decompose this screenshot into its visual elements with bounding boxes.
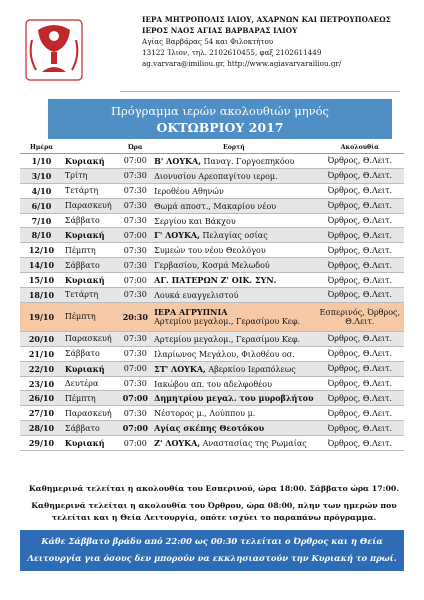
row-day: Πέμπτη [63,391,119,406]
row-event [152,273,315,288]
row-date: 6/10 [20,198,63,213]
table-row [20,183,404,198]
row-time: 07:30 [119,406,153,421]
title-month: ΟΚΤΩΒΡΙΟΥ 2017 [156,120,284,135]
event-title: Διονυσίου Αρεοπαγίτου ιερομ. [154,171,278,181]
row-date: 14/10 [20,258,63,273]
event-title: Αβερκίου Ιεραπόλεως [205,364,296,374]
event-title-bold: Β' ΛΟΥΚΑ, [154,155,201,166]
row-service: Όρθρος, Θ.Λειτ. [316,331,404,346]
table-row [20,154,404,169]
row-time: 07:30 [119,168,153,183]
row-date: 19/10 [20,302,63,331]
row-event [152,168,315,183]
row-time: 07:30 [119,258,153,273]
col-date: Ημέρα [20,142,63,154]
table-row [20,198,404,213]
row-event [152,406,315,421]
vespers-note: Καθημερινά τελείται η ακολουθία του Εσπερινού, ώρα 18:00. Σάββατο ώρα 17:00. [28,484,400,493]
row-event [152,376,315,391]
event-title: Αρτεμίου μεγαλομ., Γερασίμου Κεφ. [154,334,301,344]
table-row [20,288,404,303]
row-day: Κυριακή [63,361,119,376]
table-header-row [20,142,404,154]
matins-note: Καθημερινά τελείται η ακολουθία του Όρθρου, ώρα 08:00, πλην των ημερών που τελείται και η Θεία Λειτουργία, οπότε ισχύει το παραπάνω πρόγραμμα. [31,501,397,522]
row-service: Όρθρος, Θ.Λειτ. [316,376,404,391]
event-title-bold: ΣΤ' ΛΟΥΚΑ, [154,363,206,374]
event-title-bold: Δημητρίου μεγαλ. του μυροβλήτου [154,393,314,404]
row-day: Σάββατο [63,421,119,436]
event-title-bold: Αγίας σκέπης Θεοτόκου [154,423,265,434]
row-service: Όρθρος, Θ.Λειτ. [316,168,404,183]
row-service: Όρθρος, Θ.Λειτ. [316,258,404,273]
row-date: 15/10 [20,273,63,288]
table-row [20,376,404,391]
row-service: Όρθρος, Θ.Λειτ. [316,154,404,169]
chalice-logo-icon [24,16,84,82]
row-event [152,154,315,169]
event-title: Αναστασίας της Ρωμαίας [200,439,307,449]
row-service: Όρθρος, Θ.Λειτ. [316,273,404,288]
row-day: Κυριακή [63,436,119,451]
row-time: 07:30 [119,376,153,391]
event-title: Ιεροθέου Αθηνών [154,186,224,196]
row-day: Σάββατο [63,213,119,228]
row-service: Όρθρος, Θ.Λειτ. [316,213,404,228]
row-day: Πέμπτη [63,243,119,258]
row-service: Όρθρος, Θ.Λειτ. [316,346,404,361]
row-day: Σάββατο [63,346,119,361]
web-line: ag.varvara@imiliou.gr, http://www.agiavarvarailiou.gr/ [142,59,342,68]
table-row [20,228,404,243]
row-service: Όρθρος, Θ.Λειτ. [316,421,404,436]
row-date: 4/10 [20,183,63,198]
row-date: 1/10 [20,154,63,169]
row-time: 07:30 [119,213,153,228]
col-event: Εορτή [152,142,315,154]
row-date: 3/10 [20,168,63,183]
schedule-table [20,142,404,451]
table-row [20,258,404,273]
row-date: 28/10 [20,421,63,436]
row-event [152,421,315,436]
table-row [20,168,404,183]
row-event [152,258,315,273]
event-title-bold: Γ' ΛΟΥΚΑ, [154,230,200,241]
row-service: Όρθρος, Θ.Λειτ. [316,436,404,451]
row-service: Όρθρος, Θ.Λειτ. [316,183,404,198]
row-day: Δευτέρα [63,376,119,391]
row-date: 27/10 [20,406,63,421]
row-time: 07:00 [119,273,153,288]
table-row [20,331,404,346]
table-row [20,302,404,331]
row-date: 21/10 [20,346,63,361]
row-date: 8/10 [20,228,63,243]
row-service: Όρθρος, Θ.Λειτ. [316,198,404,213]
header [22,14,412,84]
row-day: Παρασκευή [63,198,119,213]
row-event [152,436,315,451]
table-row [20,346,404,361]
row-event [152,391,315,406]
event-title: Λουκά ευαγγελιστού [154,290,239,300]
row-time: 07:30 [119,243,153,258]
row-day: Παρασκευή [63,331,119,346]
church-name: ΙΕΡΟΣ ΝΑΟΣ ΑΓΙΑΣ ΒΑΡΒΑΡΑΣ ΙΛΙΟΥ [142,26,298,35]
col-day [63,142,119,154]
parish-info [142,14,422,69]
table-row [20,391,404,406]
row-event [152,331,315,346]
row-date: 22/10 [20,361,63,376]
event-title-bold: Ζ' ΛΟΥΚΑ, [154,438,201,449]
table-row [20,421,404,436]
row-time: 07:30 [119,346,153,361]
row-time: 07:30 [119,331,153,346]
row-day: Πέμπτη [63,302,119,331]
row-service: Όρθρος, Θ.Λειτ. [316,406,404,421]
event-title: Ιακώβου απ. του αδελφοθέου [154,379,272,389]
row-event [152,213,315,228]
address-line: Αγίας Βαρβάρας 54 και Φιλοκτήτου [142,37,274,46]
row-time: 07:30 [119,288,153,303]
row-service: Όρθρος, Θ.Λειτ. [316,228,404,243]
row-date: 20/10 [20,331,63,346]
row-time: 07:30 [119,198,153,213]
table-row [20,406,404,421]
schedule-title [48,99,392,139]
row-time: 20:30 [119,302,153,331]
row-time: 07:00 [119,361,153,376]
event-title: Συμεών του νέου Θεολόγου [154,246,266,256]
row-event [152,302,315,331]
title-line-1: Πρόγραμμα ιερών ακολουθιών μηνός [111,104,329,118]
row-time: 07:00 [119,228,153,243]
row-date: 7/10 [20,213,63,228]
row-event [152,183,315,198]
phone-line: 13122 Ίλιον, τηλ. 2102610455, φαξ 2102611449 [142,48,322,57]
row-service: Όρθρος, Θ.Λειτ. [316,361,404,376]
row-event [152,243,315,258]
row-event [152,228,315,243]
event-title: Αρτεμίου μεγαλομ., Γερασίμου Κεφ. [154,317,301,327]
event-title: Γερβασίου, Κοσμά Μελωδού [154,261,270,271]
event-title: Ιλαρίωνος Μεγάλου, Φιλοθέου οσ. [154,349,295,359]
event-title: Θωμά αποστ., Μακαρίου νέου [154,201,277,211]
row-date: 23/10 [20,376,63,391]
col-service: Ακολουθία [316,142,404,154]
table-row [20,361,404,376]
event-title-bold: ΙΕΡΑ ΑΓΡΥΠΝΙΑ [154,307,228,318]
row-date: 26/10 [20,391,63,406]
row-time: 07:30 [119,183,153,198]
row-day: Τετάρτη [63,183,119,198]
row-time: 07:00 [119,421,153,436]
row-day: Κυριακή [63,273,119,288]
event-title: Παναγ. Γοργοεπηκόου [200,156,295,166]
row-service: Όρθρος, Θ.Λειτ. [316,243,404,258]
event-title: Σεργίου και Βάκχου [154,216,236,226]
row-event [152,288,315,303]
row-day: Παρασκευή [63,406,119,421]
event-title: Νέστορος μ., Λούππου μ. [154,409,256,419]
row-day: Κυριακή [63,228,119,243]
row-service: Όρθρος, Θ.Λειτ. [316,288,404,303]
row-date: 18/10 [20,288,63,303]
row-time: 07:00 [119,436,153,451]
event-title-bold: ΑΓ. ΠΑΤΕΡΩΝ Ζ' ΟΙΚ. ΣΥΝ. [154,275,277,286]
row-time: 07:00 [119,154,153,169]
event-title: Πελαγίας οσίας [199,231,268,241]
row-date: 12/10 [20,243,63,258]
saturday-vigil-note: Κάθε Σάββατο βράδυ από 22:00 ως 00:30 τελείται ο Όρθρος και η Θεία Λειτουργία για όσους δεν μπορούν να εκκλησιαστούν την Κυριακή το πρωί. [20,530,404,571]
row-event [152,361,315,376]
row-time: 07:00 [119,391,153,406]
col-time: Ώρα [119,142,153,154]
header-divider [120,91,400,92]
row-day: Τρίτη [63,168,119,183]
row-date: 29/10 [20,436,63,451]
row-day: Τετάρτη [63,288,119,303]
table-row [20,213,404,228]
row-service: Εσπερινός, Όρθρος, Θ.Λειτ. [316,302,404,331]
table-row [20,243,404,258]
row-event [152,346,315,361]
table-row [20,436,404,451]
row-day: Σάββατο [63,258,119,273]
row-event [152,198,315,213]
row-day: Κυριακή [63,154,119,169]
row-service: Όρθρος, Θ.Λειτ. [316,391,404,406]
table-row [20,273,404,288]
metropolis-name: ΙΕΡΑ ΜΗΤΡΟΠΟΛΙΣ ΙΛΙΟΥ, ΑΧΑΡΝΩΝ ΚΑΙ ΠΕΤΡΟΥΠΟΛΕΩΣ [142,15,391,24]
